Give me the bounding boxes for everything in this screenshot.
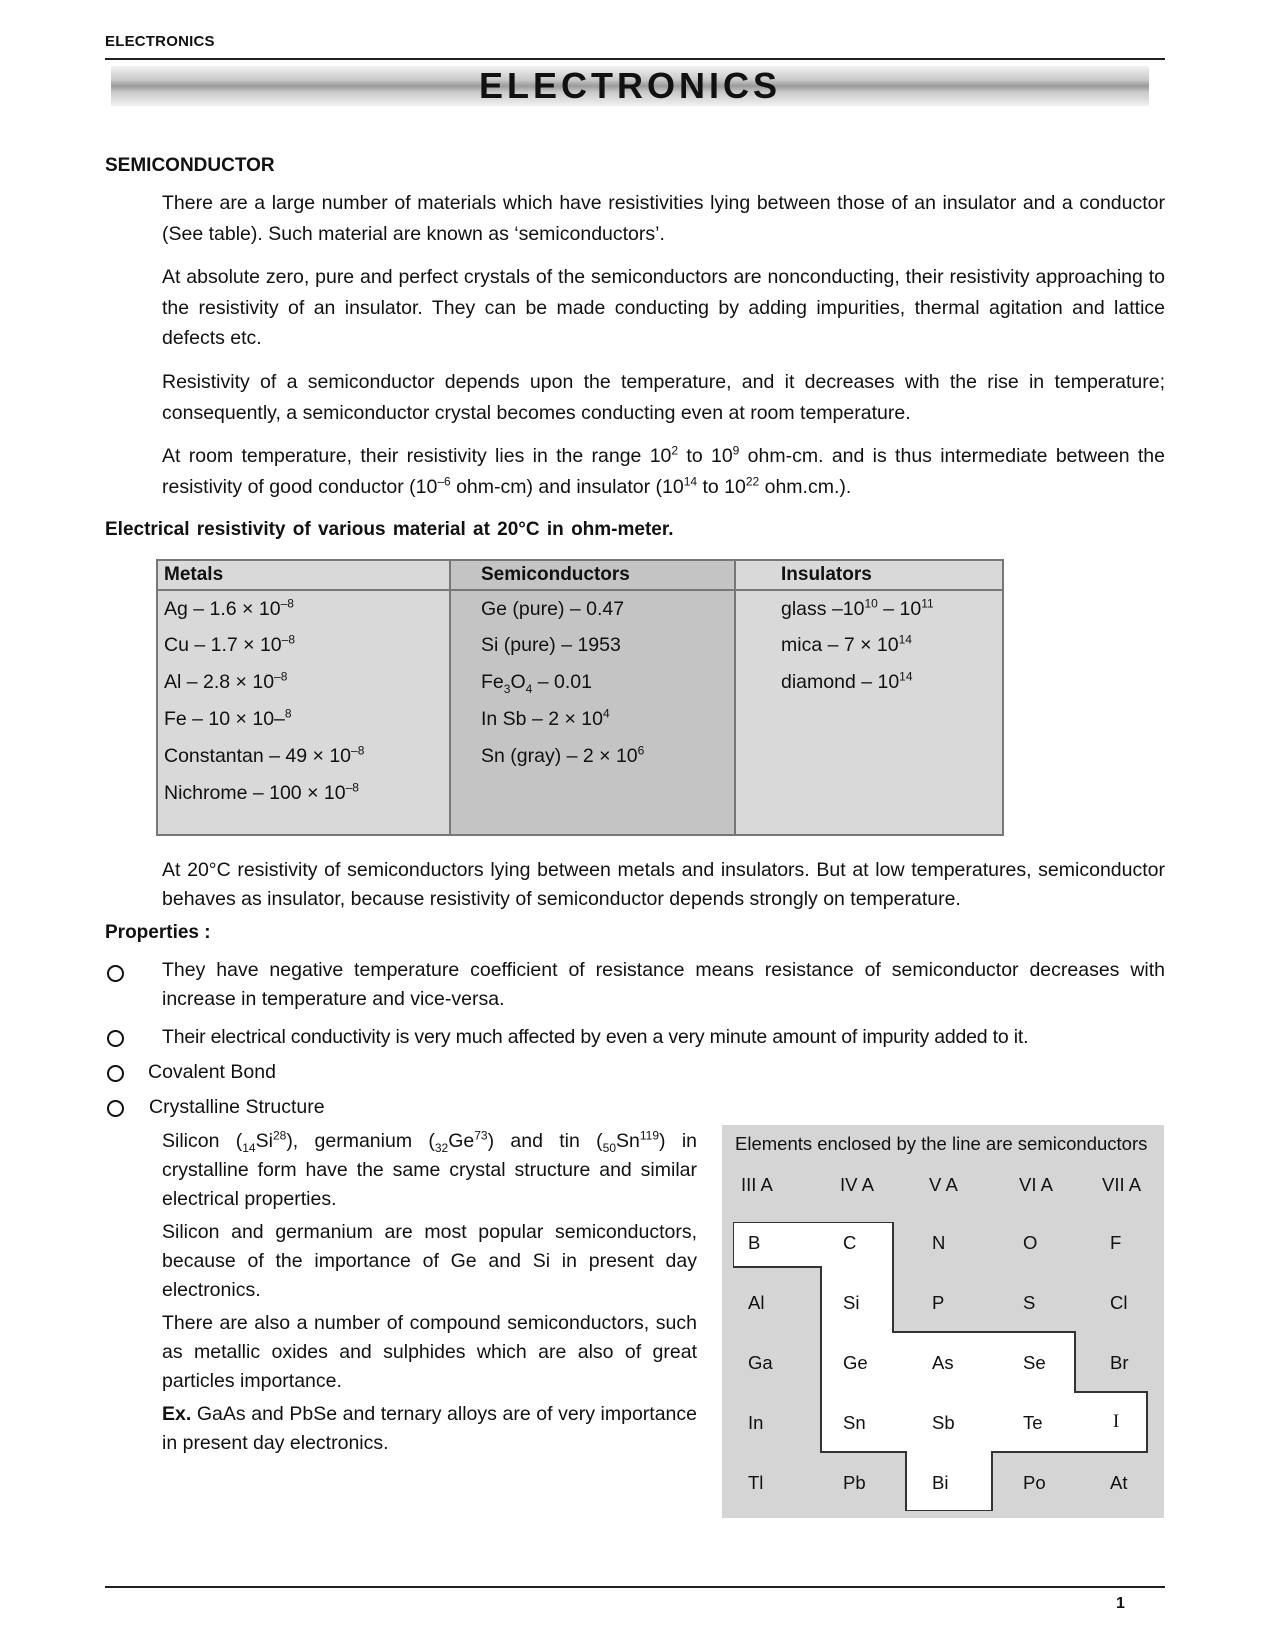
element-cell: P xyxy=(932,1292,945,1313)
intro-paragraph-3: Resistivity of a semiconductor depends upon the temperature, and it decreases with the rise in temperature; consequently, a semiconductor crystal becomes conducting even at room temperature. xyxy=(162,371,1165,424)
property-item: Their electrical conductivity is very much affected by even a very minute amount of impurity added to it. xyxy=(162,1026,1029,1048)
periodic-box-title: Elements enclosed by the line are semiconductors xyxy=(735,1133,1148,1154)
element-cell: Te xyxy=(1023,1412,1043,1433)
header-rule xyxy=(105,58,1165,60)
group-label: IV A xyxy=(840,1174,874,1195)
element-cell: C xyxy=(843,1232,857,1253)
insulator-row: diamond – $10^{14}$ xyxy=(781,669,913,693)
after-table-paragraph: At 20°C resistivity of semiconductors lying between metals and insulators. But at low temperatures, semiconductor behaves as insulator, because resistivity of semiconductor depends strongly on temperature. xyxy=(162,859,1165,910)
title-banner xyxy=(111,66,1149,106)
element-cell: Ge xyxy=(843,1352,868,1373)
property-item: Crystalline Structure xyxy=(149,1096,325,1118)
element-cell: At xyxy=(1110,1472,1128,1493)
metal-row: $Ag - 1.6 \times 10^{-8}$ xyxy=(164,596,294,620)
group-label: VII A xyxy=(1102,1174,1142,1195)
resistivity-table xyxy=(156,559,1004,836)
intro-paragraph-2: At absolute zero, pure and perfect crystals of the semiconductors are nonconducting, their resistivity approaching to the resistivity of an insulator. They can be made conducting by adding impurities, thermal agitation and lattice defects etc. xyxy=(162,266,1165,349)
metals-header: Metals xyxy=(158,561,449,591)
element-cell: Si xyxy=(843,1292,860,1313)
crystal-paragraph-1: Silicon $(_{14}Si^{28})$, germanium $(_{32}Ge^{73})$ and tin $(_{50}Sn^{119})$ in crystalline form have the same crystal structure and similar electrical properties. xyxy=(162,1128,697,1210)
element-cell: Cl xyxy=(1110,1292,1128,1313)
element-cell: As xyxy=(932,1352,954,1373)
element-cell: Al xyxy=(748,1292,765,1313)
element-cell: In xyxy=(748,1412,764,1433)
insulators-header: Insulators xyxy=(734,561,1002,591)
element-cell: N xyxy=(932,1232,946,1253)
element-cell: Se xyxy=(1023,1352,1046,1373)
page-number: 1 xyxy=(1116,1595,1125,1612)
group-label: III A xyxy=(741,1174,773,1195)
element-cell: Tl xyxy=(748,1472,764,1493)
footer-rule xyxy=(105,1586,1165,1588)
element-grid xyxy=(733,1222,1149,1511)
crystal-paragraph-2: Silicon and germanium are most popular semiconductors, because of the importance of Ge and Si in present day electronics. xyxy=(162,1221,697,1301)
property-item: Covalent Bond xyxy=(148,1061,276,1083)
semiconductors-header: Semiconductors xyxy=(451,561,734,591)
group-label: VI A xyxy=(1019,1174,1053,1195)
semiconductor-row: Sn (gray) – $2 \times 10^6$ xyxy=(481,743,645,767)
element-cell: O xyxy=(1023,1232,1038,1253)
semiconductor-row: Ge (pure) – 0.47 xyxy=(481,598,625,620)
metal-row: $Cu - 1.7 \times 10^{-8}$ xyxy=(164,632,295,656)
property-item: They have negative temperature coefficient of resistance means resistance of semiconductor decreases with increase in temperature and vice-versa. xyxy=(162,959,1165,1010)
element-cell: Sn xyxy=(843,1412,866,1433)
bullet-circle-icon xyxy=(107,965,124,982)
element-cell: F xyxy=(1110,1232,1122,1253)
element-cell: Ga xyxy=(748,1352,773,1373)
crystal-paragraph-3: There are also a number of compound semiconductors, such as metallic oxides and sulphides which are also of great particles importance. xyxy=(162,1312,697,1392)
element-cell: Sb xyxy=(932,1412,955,1433)
insulator-row: mica – $7 \times 10^{14}$ xyxy=(781,632,912,656)
metal-row: Fe – 10 × 10–$^8$ xyxy=(164,706,292,730)
metal-row: $Al - 2.8 \times 10^{-8}$ xyxy=(164,669,288,693)
metal-row: Nichrome – $100 \times 10^{-8}$ xyxy=(164,780,359,804)
element-cell: Bi xyxy=(932,1472,949,1493)
intro-paragraph-4: At room temperature, their resistivity lies in the range $10^2$ to $10^9$ ohm-cm. and is thus intermediate between the resistivity of good conductor ($10^{-6}$ ohm-cm) and insulator ($10^{14}$ to $10^{22}$ ohm.cm.). xyxy=(162,443,1165,498)
table-caption: Electrical resistivity of various material at 20°C in ohm-meter. xyxy=(105,519,674,540)
semiconductors-column xyxy=(449,561,736,834)
bullet-circle-icon xyxy=(107,1030,124,1047)
element-cell: B xyxy=(748,1232,761,1253)
element-cell: Po xyxy=(1023,1472,1046,1493)
running-head: ELECTRONICS xyxy=(105,33,215,50)
intro-paragraph-1: There are a large number of materials which have resistivities lying between those of an insulator and a conductor (See table). Such material are known as ‘semiconductors’. xyxy=(162,192,1165,245)
semiconductor-row: In $Sb - 2 \times 10^4$ xyxy=(481,706,610,730)
element-cell: Pb xyxy=(843,1472,866,1493)
insulators-column xyxy=(734,561,1002,834)
example-paragraph: Ex. GaAs and PbSe and ternary alloys are of very importance in present day electronics. xyxy=(162,1403,697,1454)
properties-title: Properties : xyxy=(105,922,211,943)
insulator-row: glass $-10^{10} - 10^{11}$ xyxy=(781,596,934,620)
banner-title: ELECTRONICS xyxy=(478,65,781,106)
semiconductor-row: Si (pure) – 1953 xyxy=(481,634,621,656)
group-label: V A xyxy=(929,1174,958,1195)
section-title: SEMICONDUCTOR xyxy=(105,155,275,176)
metal-row: Constantan – $49 \times 10^{-8}$ xyxy=(164,743,365,767)
bullet-circle-icon xyxy=(107,1100,124,1117)
element-cell: S xyxy=(1023,1292,1036,1313)
periodic-table-box xyxy=(722,1125,1164,1518)
element-cell: Br xyxy=(1110,1352,1129,1373)
semiconductor-row: $Fe_3O_4 - 0.01$ xyxy=(481,671,592,696)
metals-column xyxy=(158,561,449,834)
bullet-circle-icon xyxy=(107,1065,124,1082)
element-cell: I xyxy=(1113,1412,1120,1432)
